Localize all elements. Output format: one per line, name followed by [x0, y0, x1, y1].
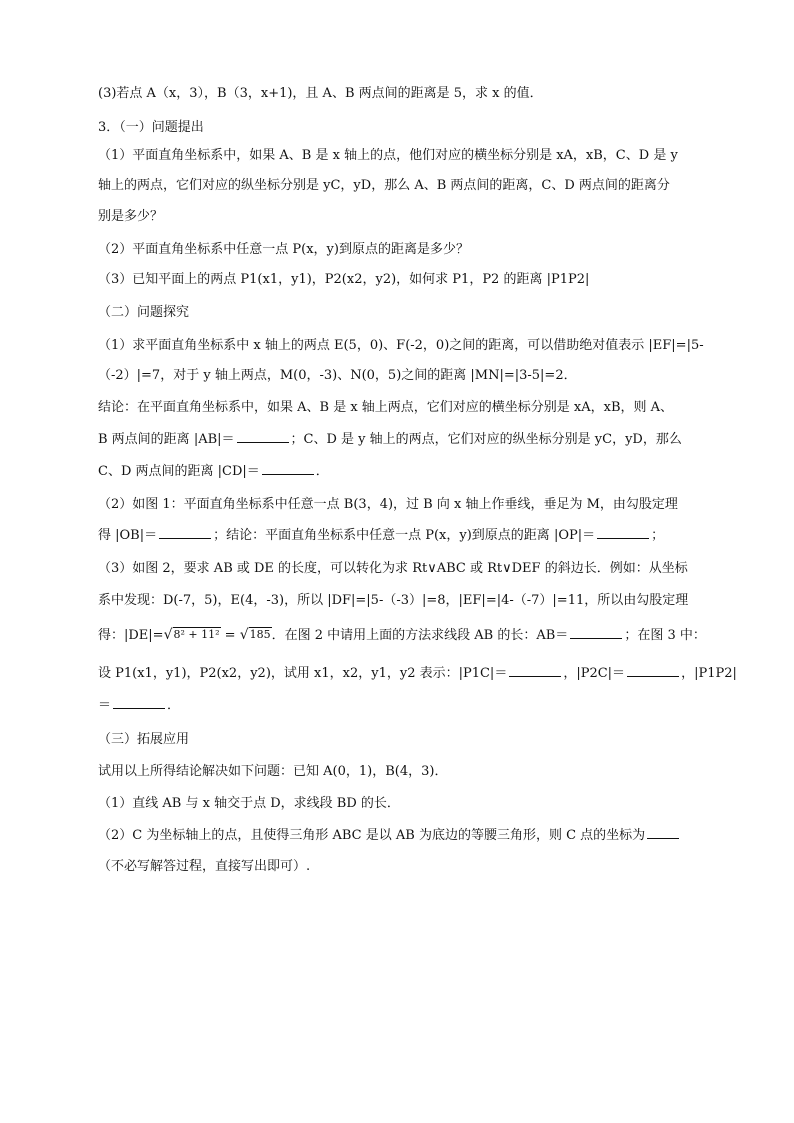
text-line [98, 430, 682, 450]
text-span: ，|P2C|＝ [563, 666, 626, 681]
answer-blank[interactable] [597, 526, 649, 539]
text-span: ＝ [98, 698, 112, 713]
text-span: ；结论：平面直角坐标系中任意一点 P(x，y)到原点的距离 |OP|＝ [213, 528, 596, 543]
text-span: ；在图 3 中： [624, 628, 706, 643]
text-line [98, 626, 706, 646]
text-span: （2）C 为坐标轴上的点，且使得三角形 ABC 是以 AB 为底边的等腰三角形，则 C 点的坐标为 [98, 828, 646, 843]
text-line: 轴上的两点，它们对应的纵坐标分别是 yC，yD，那么 A、B 两点间的距离，C、D 两点间的距离分 [98, 178, 670, 193]
text-line [98, 462, 329, 482]
radical-sign: √ [239, 627, 249, 643]
text-span: = [220, 628, 240, 643]
answer-blank[interactable] [159, 526, 211, 539]
text-span: 得：|DE|= [98, 628, 164, 643]
text-span: ； [651, 528, 665, 543]
answer-blank[interactable] [647, 826, 679, 839]
radical-sign: √ [163, 627, 173, 643]
answer-blank[interactable] [570, 626, 622, 639]
text-line: （-2）|=7，对于 y 轴上两点，M(0，-3)、N(0，5)之间的距离 |MN|=|3-5|=2． [98, 368, 577, 383]
answer-blank[interactable] [509, 664, 561, 677]
radicand: 8² + 11² [173, 628, 220, 641]
text-line: 结论：在平面直角坐标系中，如果 A、B 是 x 轴上两点，它们对应的横坐标分别是 xA，xB，则 A、 [98, 400, 674, 415]
text-span: C、D 两点间的距离 |CD|＝ [98, 464, 260, 479]
answer-blank[interactable] [627, 664, 679, 677]
text-line: 试用以上所得结论解决如下问题：已知 A(0，1)，B(4，3)． [98, 764, 448, 779]
text-line: （不必写解答过程，直接写出即可）. [98, 859, 311, 874]
text-line: （1）求平面直角坐标系中 x 轴上的两点 E(5，0)、F(-2，0)之间的距离，可以借助绝对值表示 |EF|=|5- [98, 338, 704, 353]
text-span: ；C、D 是 y 轴上的两点，它们对应的纵坐标分别是 yC，yD，那么 [290, 432, 682, 447]
text-line: （3）如图 2，要求 AB 或 DE 的长度，可以转化为求 Rt∨ABC 或 Rt∨DEF 的斜边长．例如：从坐标 [98, 561, 688, 576]
text-line: 别是多少？ [98, 209, 164, 224]
text-span: 得 |OB|＝ [98, 528, 158, 543]
text-span: ．在图 2 中请用上面的方法求线段 AB 的长：AB＝ [271, 628, 569, 643]
answer-blank[interactable] [262, 462, 314, 475]
text-span: ． [167, 698, 181, 713]
answer-blank[interactable] [237, 430, 289, 443]
text-line: （2）如图 1：平面直角坐标系中任意一点 B(3，4)，过 B 向 x 轴上作垂线，垂足为 M，由勾股定理 [98, 497, 678, 512]
sqrt-expression [240, 627, 272, 643]
text-line: 系中发现：D(-7，5)，E(4，-3)，所以 |DF|=|5-（-3）|=8，|EF|=|4-（-7）|=11，所以由勾股定理 [98, 593, 689, 608]
text-span: ． [315, 464, 329, 479]
text-line: (3)若点 A（x，3），B（3，x+1)，且 A、B 两点间的距离是 5，求 x 的值． [98, 86, 543, 101]
text-line [98, 696, 180, 716]
text-line [98, 826, 681, 846]
text-line: （3）已知平面上的两点 P1(x1，y1)，P2(x2，y2)，如何求 P1，P2 的距离 |P1P2| [98, 272, 590, 287]
section-heading: （二）问题探究 [98, 305, 190, 320]
text-span: 设 P1(x1，y1)，P2(x2，y2)，试用 x1，x2，y1，y2 表示：|P1C|＝ [98, 666, 508, 681]
text-line: （1）平面直角坐标系中，如果 A、B 是 x 轴上的点，他们对应的横坐标分别是 xA，xB，C、D 是 y [98, 148, 678, 163]
section-heading: （三）拓展应用 [98, 732, 190, 747]
text-line: （2）平面直角坐标系中任意一点 P(x，y)到原点的距离是多少？ [98, 242, 469, 257]
text-line: （1）直线 AB 与 x 轴交于点 D，求线段 BD 的长． [98, 796, 400, 811]
answer-blank[interactable] [113, 696, 165, 709]
radicand: 185 [249, 628, 271, 641]
text-span: ，|P1P2| [681, 666, 737, 681]
text-span: B 两点间的距离 |AB|＝ [98, 432, 235, 447]
section-heading: 3．（一）问题提出 [98, 120, 204, 135]
text-line [98, 664, 737, 684]
sqrt-expression [164, 627, 221, 643]
text-line [98, 526, 664, 546]
